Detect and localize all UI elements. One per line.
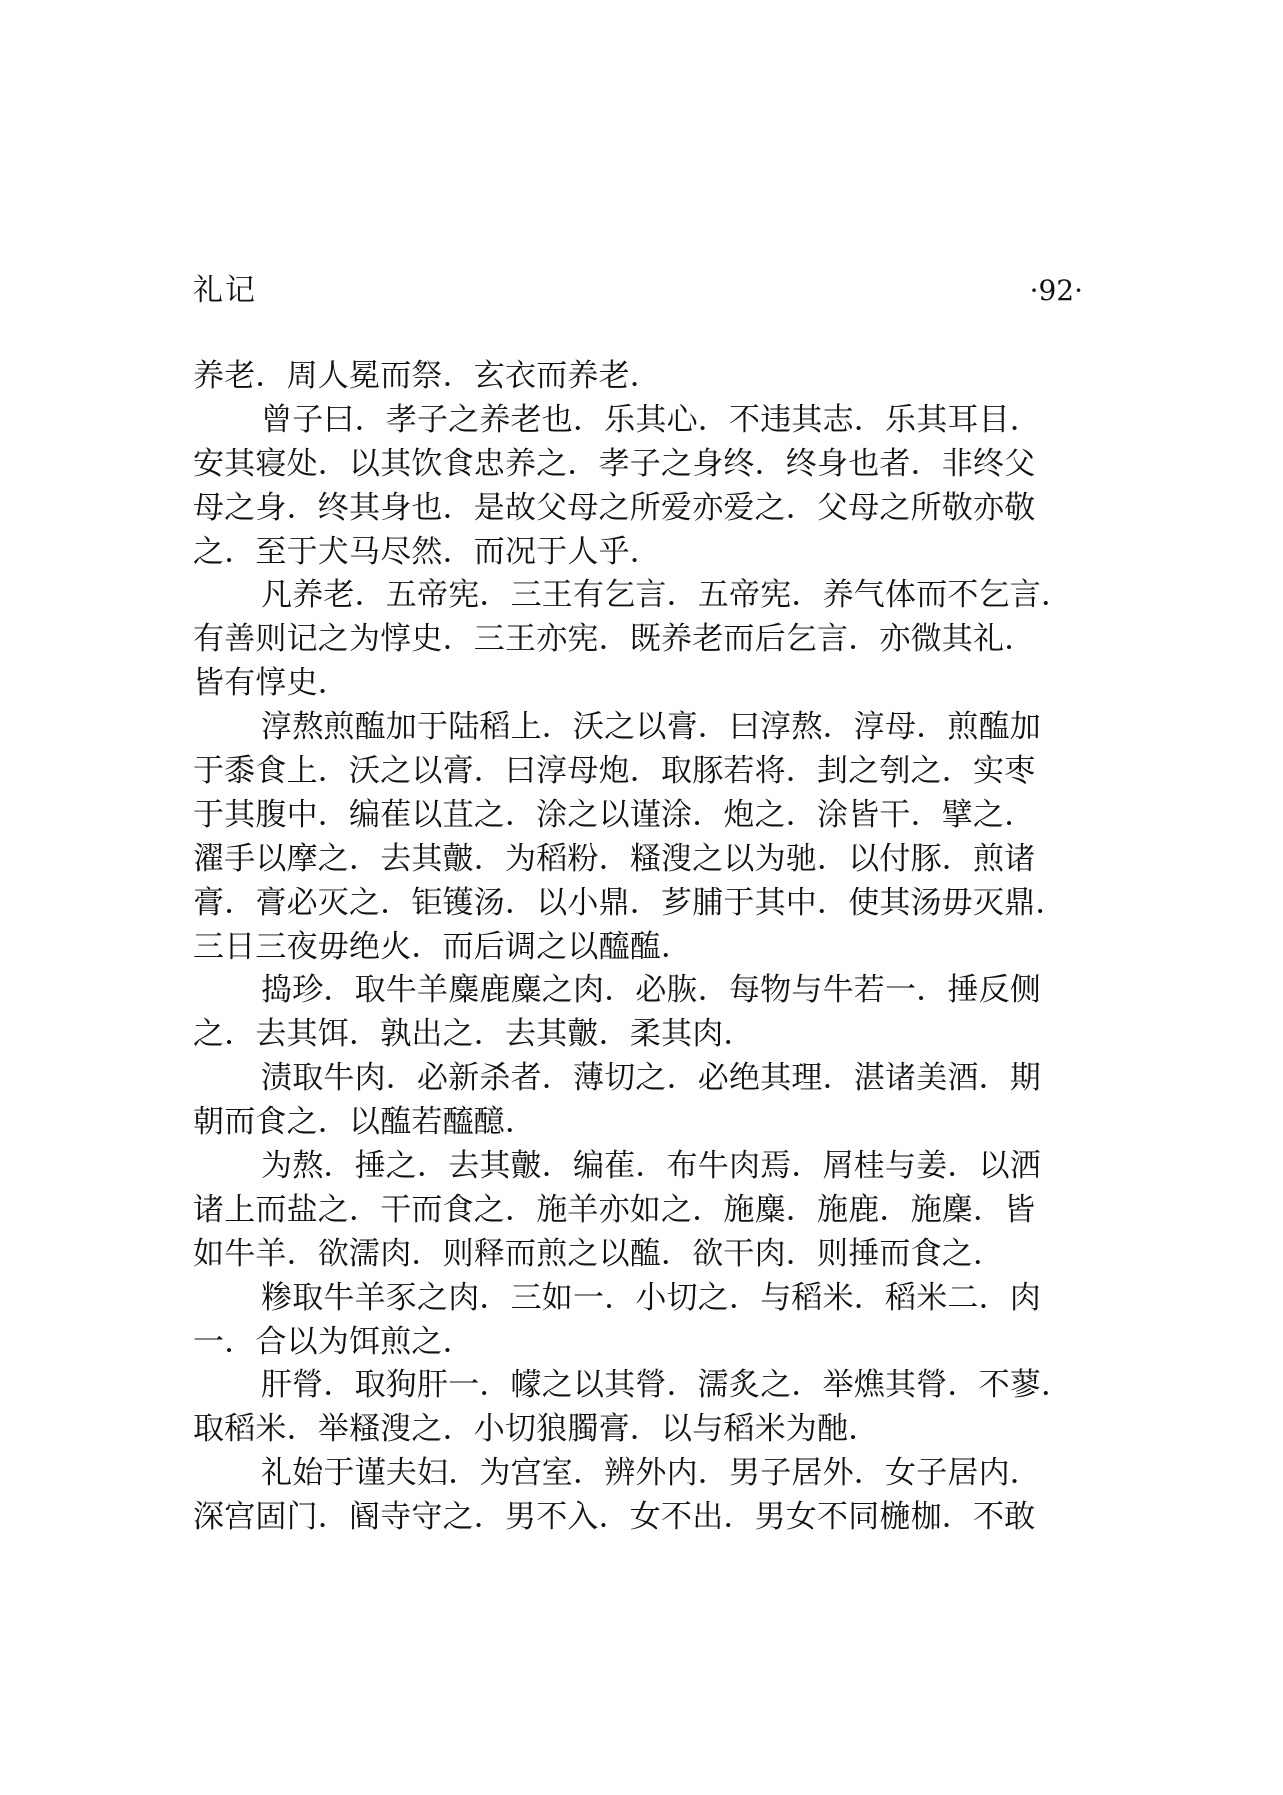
text-line: 为熬．捶之．去其皾．编萑．布牛肉焉．屑桂与姜．以洒 [261, 1148, 1041, 1185]
text-line: 曾子曰．孝子之养老也．乐其心．不违其志．乐其耳目． [261, 401, 1041, 438]
text-line: 之．去其饵．孰出之．去其皾．柔其肉． [193, 1016, 755, 1053]
page-number: ·92· [1029, 274, 1083, 307]
text-line: 渍取牛肉．必新杀者．薄切之．必绝其理．湛诸美酒．期 [261, 1060, 1041, 1097]
text-line: 有善则记之为惇史．三王亦宪．既养老而后乞言．亦微其礼． [193, 621, 1036, 658]
text-line: 养老．周人冕而祭．玄衣而养老． [193, 358, 661, 394]
text-line: 三日三夜毋绝火．而后调之以醯醢． [193, 928, 693, 965]
text-line: 取稻米．举糔溲之．小切狼臅膏．以与稻米为酏． [193, 1411, 880, 1448]
text-line: 母之身．终其身也．是故父母之所爱亦爱之．父母之所敬亦敬 [193, 489, 1036, 526]
running-header [193, 268, 1083, 314]
text-line: 淳熬煎醢加于陆稻上．沃之以膏．曰淳熬．淳母．煎醢加 [261, 709, 1041, 746]
text-line: 濯手以摩之．去其皾．为稻粉．糔溲之以为驰．以付豚．煎诸 [193, 840, 1036, 877]
text-line: 肝膋．取狗肝一．幪之以其膋．濡炙之．举燋其膋．不蓼． [261, 1367, 1073, 1404]
body-text [193, 355, 1093, 1540]
text-line: 礼始于谨夫妇．为宫室．辨外内．男子居外．女子居内． [261, 1455, 1041, 1492]
text-line: 于其腹中．编萑以苴之．涂之以谨涂．炮之．涂皆干．擘之． [193, 796, 1036, 833]
text-line: 糁取牛羊豕之肉．三如一．小切之．与稻米．稻米二．肉 [261, 1279, 1041, 1316]
text-line: 凡养老．五帝宪．三王有乞言．五帝宪．养气体而不乞言． [261, 577, 1073, 614]
text-line: 安其寝处．以其饮食忠养之．孝子之身终．终身也者．非终父 [193, 445, 1036, 482]
text-line: 于黍食上．沃之以膏．曰淳母炮．取豚若将．刲之刳之．实枣 [193, 753, 1036, 790]
text-line: 朝而食之．以醢若醯醷． [193, 1104, 537, 1141]
text-line: 诸上而盐之．干而食之．施羊亦如之．施麋．施鹿．施麇．皆 [193, 1191, 1036, 1228]
text-line: 一．合以为饵煎之． [193, 1323, 474, 1360]
text-line: 之．至于犬马尽然．而况于人乎． [193, 533, 661, 570]
text-line: 捣珍．取牛羊麋鹿麋之肉．必脄．每物与牛若一．捶反侧 [261, 972, 1041, 1009]
text-line: 如牛羊．欲濡肉．则释而煎之以醢．欲干肉．则捶而食之． [193, 1235, 1005, 1272]
text-line: 皆有惇史． [193, 665, 349, 702]
book-title: 礼记 [193, 273, 257, 308]
text-line: 膏．膏必灭之．钜镬汤．以小鼎．芗脯于其中．使其汤毋灭鼎． [193, 884, 1067, 921]
text-line: 深宫固门．阍寺守之．男不入．女不出．男女不同椸枷．不敢 [193, 1499, 1036, 1536]
